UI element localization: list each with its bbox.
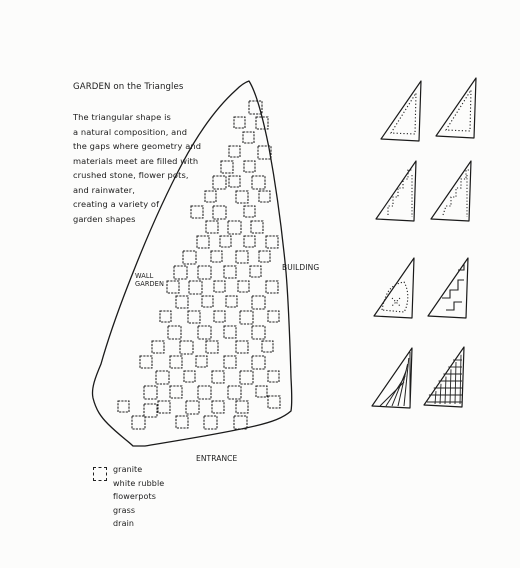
granite-square — [211, 251, 222, 262]
granite-square — [176, 416, 188, 428]
granite-square — [244, 236, 255, 247]
variation-triangle-outline — [372, 348, 412, 408]
dotted-cross — [392, 298, 400, 306]
granite-square — [144, 404, 157, 417]
granite-square — [198, 266, 211, 279]
granite-swatch-icon — [93, 467, 107, 481]
granite-square — [259, 191, 270, 202]
wall-garden-label-line: WALL — [135, 272, 154, 280]
description-line: the gaps where geometry and — [73, 141, 202, 151]
granite-square — [118, 401, 129, 412]
granite-square — [156, 371, 169, 384]
variation-triangle — [424, 347, 464, 407]
granite-square — [158, 401, 170, 413]
granite-square — [250, 266, 261, 277]
legend-item: drain — [113, 519, 135, 528]
granite-square — [236, 341, 248, 353]
granite-square — [268, 371, 279, 382]
granite-square — [152, 341, 164, 353]
granite-square — [170, 356, 182, 368]
granite-square — [170, 386, 182, 398]
variation-triangle — [376, 161, 416, 221]
granite-square — [204, 416, 217, 429]
granite-square — [234, 117, 245, 128]
legend-item: grass — [113, 505, 136, 515]
granite-square — [224, 356, 236, 368]
variation-triangle-outline — [376, 161, 416, 221]
granite-square — [214, 281, 225, 292]
description-line: a natural composition, and — [73, 126, 188, 137]
granite-square — [266, 281, 278, 293]
granite-square — [236, 251, 248, 263]
granite-square — [144, 386, 157, 399]
granite-square — [202, 296, 213, 307]
legend-item: flowerpots — [113, 492, 156, 501]
granite-square — [234, 416, 247, 429]
dotted-inner-outline — [391, 93, 416, 134]
variation-thumbnails — [372, 78, 476, 408]
granite-square — [262, 341, 273, 352]
description-line: and rainwater, — [73, 184, 135, 195]
diagram-title: GARDEN on the Triangles — [73, 82, 184, 92]
cross-hatch-line — [450, 369, 451, 404]
granite-square — [224, 326, 236, 338]
granite-square — [176, 296, 188, 308]
granite-square — [174, 266, 187, 279]
granite-square — [212, 371, 224, 383]
granite-square — [229, 146, 240, 157]
granite-square — [252, 356, 265, 369]
granite-square — [268, 311, 279, 322]
granite-square — [236, 191, 248, 203]
entrance-label: ENTRANCE — [196, 454, 238, 463]
granite-square — [184, 371, 195, 382]
granite-square — [226, 296, 237, 307]
variation-triangle — [431, 161, 471, 221]
granite-square — [266, 236, 278, 248]
granite-square — [206, 341, 218, 353]
granite-square — [259, 251, 270, 262]
granite-square — [252, 296, 265, 309]
stepped-dotted-boundary — [388, 170, 413, 215]
granite-square — [160, 311, 171, 322]
stepped-dotted-boundary — [443, 170, 471, 215]
diagonal-hatch-line — [404, 358, 409, 406]
variation-triangle — [436, 78, 476, 138]
granite-square — [243, 132, 254, 143]
granite-square — [240, 311, 253, 324]
granite-square — [183, 251, 196, 264]
variation-triangle — [372, 348, 412, 408]
irregular-patch-lines — [442, 264, 464, 310]
granite-square — [214, 311, 225, 322]
variation-triangle — [381, 81, 421, 141]
granite-square — [224, 266, 236, 278]
granite-square — [228, 221, 241, 234]
granite-square — [189, 281, 202, 294]
granite-square — [244, 161, 255, 172]
granite-square — [132, 416, 145, 429]
dotted-inner-outline — [446, 90, 471, 131]
granite-square — [186, 401, 199, 414]
granite-square — [251, 221, 263, 233]
legend-list — [113, 466, 164, 534]
granite-square — [229, 176, 240, 187]
granite-square — [268, 396, 280, 408]
cross-hatch-line — [460, 355, 461, 404]
granite-square — [167, 281, 179, 293]
description-text — [73, 113, 223, 229]
granite-square — [198, 326, 211, 339]
granite-square — [238, 281, 249, 292]
granite-square — [244, 206, 255, 217]
wall-garden-label-line: GARDEN — [135, 280, 164, 289]
variation-triangle-outline — [428, 258, 468, 318]
description-line: garden shapes — [73, 213, 136, 224]
legend-item: granite — [113, 465, 143, 474]
granite-square — [228, 386, 241, 399]
granite-square — [140, 356, 152, 368]
description-line: materials meet are filled with — [73, 155, 199, 166]
description-line: The triangular shape is — [73, 112, 171, 122]
granite-square — [197, 236, 209, 248]
variation-triangle — [374, 258, 414, 318]
cross-hatch-line — [455, 362, 456, 404]
variation-triangle — [428, 258, 468, 318]
description-line: crushed stone, flower pots, — [73, 170, 189, 180]
variation-triangle-outline — [424, 347, 464, 407]
variation-triangle-outline — [374, 258, 414, 318]
cross-hatch-line — [440, 384, 441, 404]
granite-square — [256, 386, 267, 397]
legend-item: white rubble — [113, 478, 165, 488]
granite-square — [236, 401, 248, 413]
granite-square — [252, 326, 265, 339]
granite-square — [252, 176, 265, 189]
granite-square — [196, 356, 207, 367]
granite-square — [180, 341, 193, 354]
granite-square — [212, 401, 224, 413]
granite-square — [220, 236, 231, 247]
description-line: creating a variety of — [73, 199, 160, 209]
granite-square — [188, 311, 200, 323]
variation-triangle-outline — [431, 161, 471, 221]
granite-square — [168, 326, 181, 339]
granite-square — [198, 386, 211, 399]
building-label: BUILDING — [282, 263, 320, 272]
granite-square — [240, 371, 253, 384]
wall-garden-label — [135, 272, 164, 288]
